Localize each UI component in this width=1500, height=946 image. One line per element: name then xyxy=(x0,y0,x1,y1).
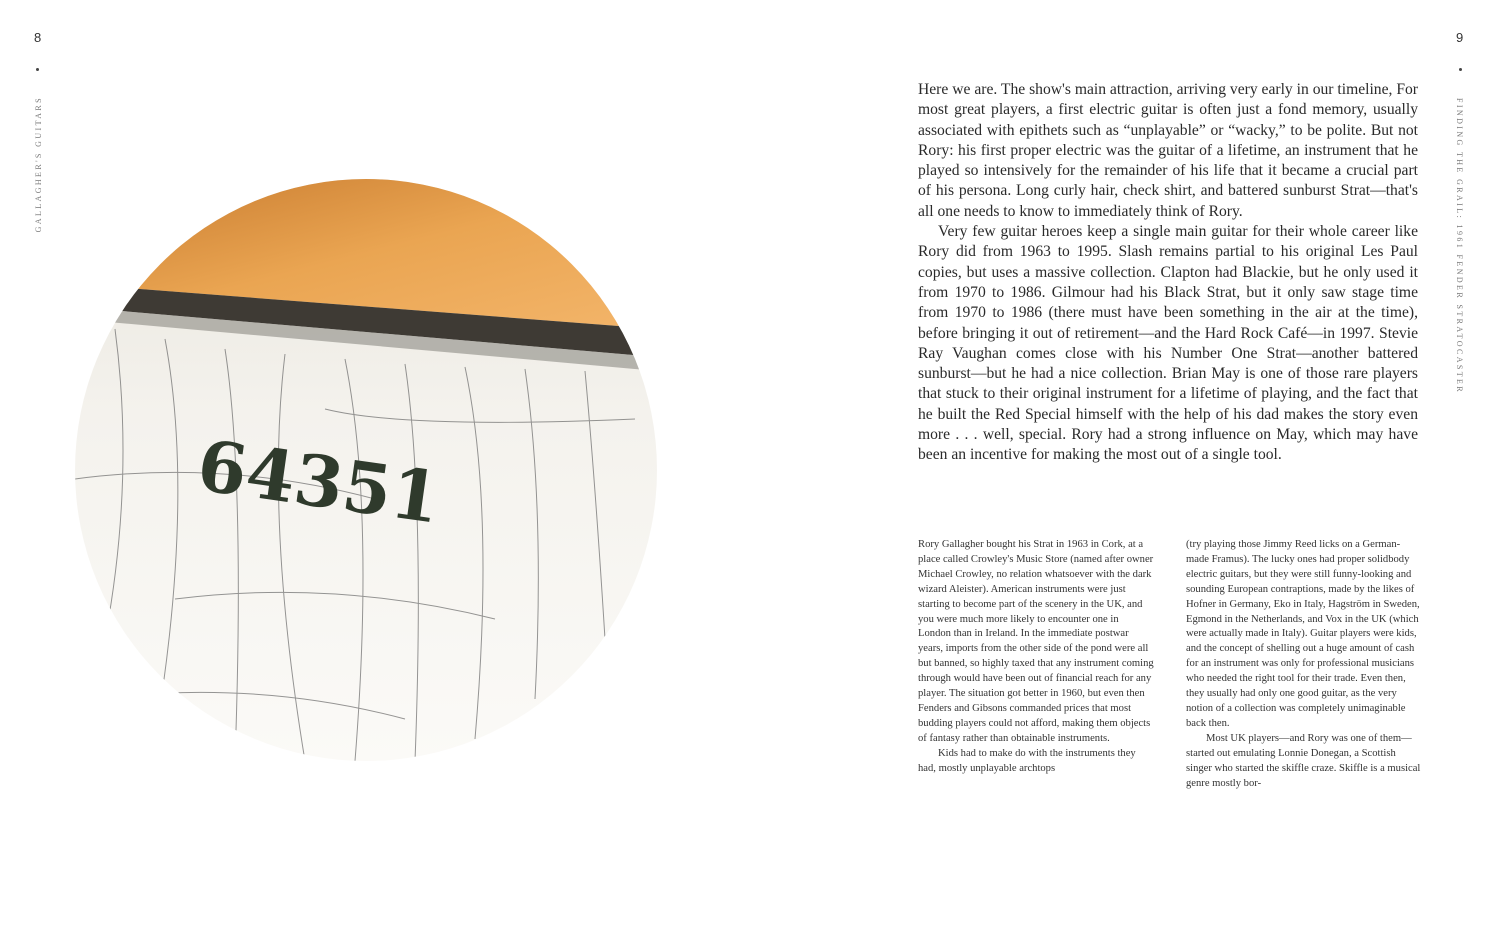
serial-number-photo xyxy=(75,179,657,761)
left-folio-dot xyxy=(36,68,39,71)
right-running-head: FINDING THE GRAIL: 1961 FENDER STRATOCASTER xyxy=(1455,98,1464,395)
lead-paragraph-1: Here we are. The show's main attraction, arriving very early in our timeline, For most great players, a first electric guitar is often just a fond memory, usually associated with epithets such as “unplayable” or “wacky,” to be polite. But not Rory: his first proper electric was the guitar of a lifetime, an instrument that he played so intensively for the remainder of his life that it became a crucial part of his persona. Long curly hair, check shirt, and battered sunburst Strat—that's all one needs to know to immediately think of Rory. xyxy=(918,81,1418,220)
lead-text xyxy=(918,80,1418,466)
column-2-paragraph-1: (try playing those Jimmy Reed licks on a German-made Framus). The lucky ones had proper solidbody electric guitars, but they were still funny-looking and sounding European contraptions, made by the likes of Hofner in Germany, Eko in Italy, Hagström in Sweden, Egmond in the Netherlands, and Vox in the UK (which were actually made in Italy). Guitar players were kids, and the concept of shelling out a huge amount of cash for an instrument was only for professional musicians who needed the right tool for their trade. Even then, they usually had only one good guitar, as the very notion of a collection was completely unimaginable back then. xyxy=(1186,539,1420,729)
body-column-1 xyxy=(918,538,1154,777)
column-1-paragraph-2: Kids had to make do with the instruments they had, mostly unplayable archtops xyxy=(918,747,1136,774)
left-running-head: GALLAGHER'S GUITARS xyxy=(34,96,43,233)
left-page-number: 8 xyxy=(34,30,42,45)
body-column-2 xyxy=(1186,538,1422,791)
right-folio-dot xyxy=(1459,68,1462,71)
column-2-paragraph-2: Most UK players—and Rory was one of them—started out emulating Lonnie Donegan, a Scottish singer who started the skiffle craze. Skiffle is a musical genre mostly bor- xyxy=(1186,732,1421,789)
right-page-number: 9 xyxy=(1456,30,1464,45)
lead-paragraph-2: Very few guitar heroes keep a single main guitar for their whole career like Rory did from 1963 to 1995. Slash remains partial to his original Les Paul copies, but uses a massive collection. Clapton had Blackie, but he only used it from 1970 to 1986. Gilmour had his Black Strat, but it only saw stage time from 1970 to 1986 (there must have been something in the air at the time), before bringing it out of retirement—and the Hard Rock Café—in 1997. Stevie Ray Vaughan comes close with his Number One Strat—another battered sunburst—but he had a nice collection. Brian May is one of those rare players that stuck to their original instrument for a lifetime of playing, and the fact that he built the Red Special himself with the help of his dad makes the story even more . . . well, special. Rory had a strong influence on May, which may have been an incentive for making the most out of a single tool. xyxy=(918,223,1418,464)
serial-number-text: 64351 xyxy=(192,423,446,540)
photo-svg xyxy=(75,179,657,761)
column-1-paragraph-1: Rory Gallagher bought his Strat in 1963 in Cork, at a place called Crowley's Music Store (named after owner Michael Crowley, no relation whatsoever with the dark wizard Aleister). American instruments were just starting to become part of the scenery in the UK, and you were much more likely to encounter one in London than in Ireland. In the immediate postwar years, imports from the other side of the pond were all but banned, so highly taxed that any instrument coming through would have been out of financial reach for any player. The situation got better in 1960, but even then Fenders and Gibsons commanded prices that most budding players could not afford, making them objects of fantasy rather than obtainable instruments. xyxy=(918,539,1154,744)
